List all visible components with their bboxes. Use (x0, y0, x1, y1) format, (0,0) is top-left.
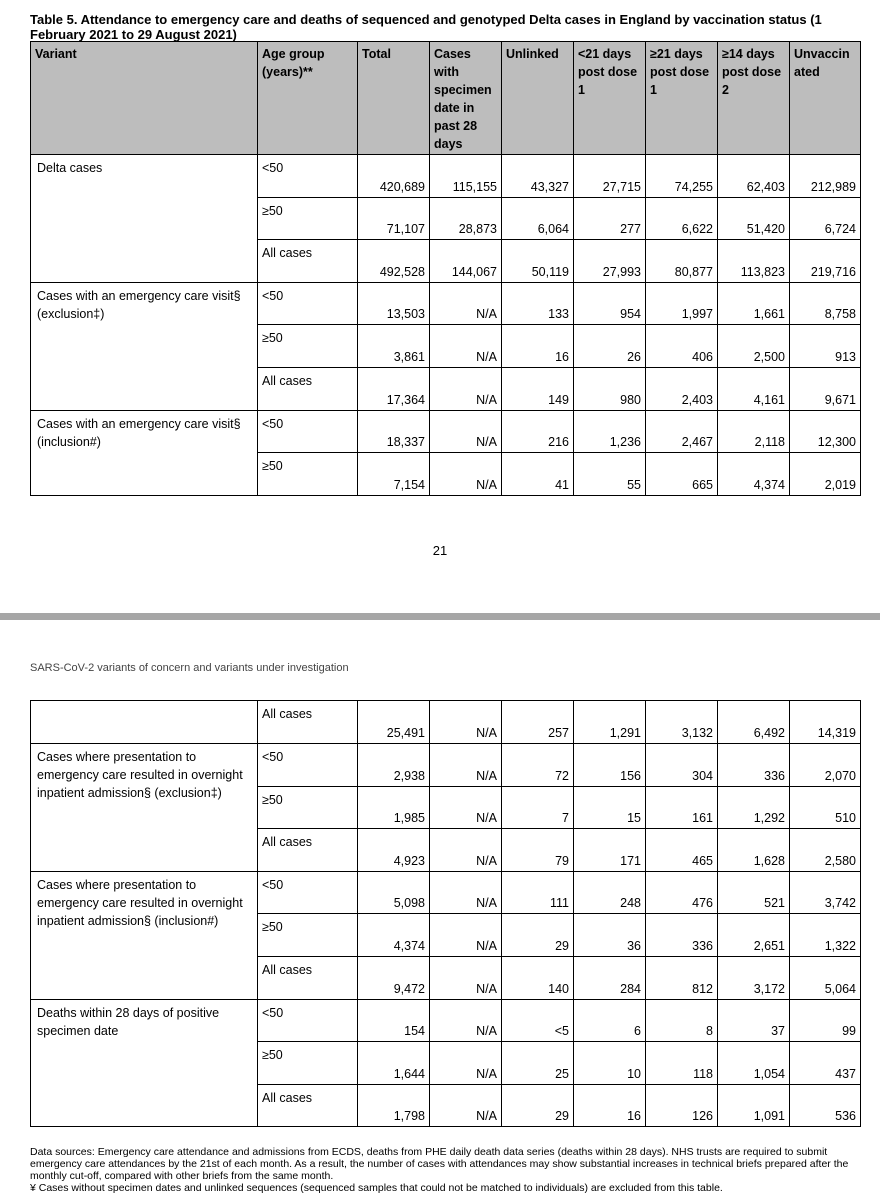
value-cell: 1,091 (718, 1084, 790, 1127)
value-cell: 420,689 (358, 155, 430, 198)
page-divider (0, 613, 880, 620)
value-cell: 25,491 (358, 701, 430, 744)
value-cell: 2,118 (718, 410, 790, 453)
value-cell: 1,291 (574, 701, 646, 744)
value-cell: 99 (790, 999, 861, 1042)
value-cell: N/A (430, 744, 502, 787)
age-group-cell: All cases (258, 956, 358, 999)
value-cell: 161 (646, 786, 718, 829)
value-cell: 6,064 (502, 197, 574, 240)
row-label-continued (31, 701, 258, 744)
age-group-cell: <50 (258, 744, 358, 787)
age-group-cell: <50 (258, 871, 358, 914)
age-group-cell: ≥50 (258, 325, 358, 368)
value-cell: 36 (574, 914, 646, 957)
value-cell: 980 (574, 367, 646, 410)
value-cell: 6,622 (646, 197, 718, 240)
value-cell: N/A (430, 282, 502, 325)
value-cell: 55 (574, 453, 646, 496)
value-cell: 126 (646, 1084, 718, 1127)
running-header: SARS-CoV-2 variants of concern and variants under investigation (30, 662, 349, 674)
value-cell: N/A (430, 1084, 502, 1127)
value-cell: 4,374 (358, 914, 430, 957)
table-body-continued (31, 701, 861, 1127)
table-row (31, 871, 861, 914)
value-cell: 913 (790, 325, 861, 368)
value-cell: 5,064 (790, 956, 861, 999)
age-group-cell: ≥50 (258, 786, 358, 829)
value-cell: 41 (502, 453, 574, 496)
value-cell: N/A (430, 786, 502, 829)
value-cell: N/A (430, 829, 502, 872)
row-group-label: Cases where presentation to emergency care resulted in overnight inpatient admission§ (exclusion‡) (31, 744, 258, 872)
value-cell: 1,236 (574, 410, 646, 453)
value-cell: N/A (430, 871, 502, 914)
value-cell: 465 (646, 829, 718, 872)
value-cell: 2,019 (790, 453, 861, 496)
age-group-cell: ≥50 (258, 914, 358, 957)
value-cell: 3,742 (790, 871, 861, 914)
value-cell: 12,300 (790, 410, 861, 453)
header-ge21-dose1: ≥21 days post dose 1 (646, 42, 718, 155)
value-cell: 16 (502, 325, 574, 368)
value-cell: 26 (574, 325, 646, 368)
value-cell: 15 (574, 786, 646, 829)
value-cell: 37 (718, 999, 790, 1042)
vaccination-status-table (30, 41, 861, 496)
value-cell: 29 (502, 914, 574, 957)
header-row (31, 42, 861, 155)
value-cell: 27,993 (574, 240, 646, 283)
value-cell: 406 (646, 325, 718, 368)
value-cell: 79 (502, 829, 574, 872)
header-variant: Variant (31, 42, 258, 155)
value-cell: 812 (646, 956, 718, 999)
value-cell: 2,938 (358, 744, 430, 787)
age-group-cell: ≥50 (258, 453, 358, 496)
value-cell: 28,873 (430, 197, 502, 240)
table-row (31, 282, 861, 325)
value-cell: 3,861 (358, 325, 430, 368)
table-row (31, 744, 861, 787)
value-cell: 8 (646, 999, 718, 1042)
value-cell: 18,337 (358, 410, 430, 453)
value-cell: 7,154 (358, 453, 430, 496)
table-row (31, 999, 861, 1042)
age-group-cell: <50 (258, 282, 358, 325)
age-group-cell: All cases (258, 701, 358, 744)
value-cell: 133 (502, 282, 574, 325)
value-cell: 9,472 (358, 956, 430, 999)
value-cell: N/A (430, 453, 502, 496)
value-cell: 144,067 (430, 240, 502, 283)
value-cell: 1,292 (718, 786, 790, 829)
age-group-cell: <50 (258, 999, 358, 1042)
value-cell: 336 (718, 744, 790, 787)
value-cell: 2,651 (718, 914, 790, 957)
age-group-cell: <50 (258, 410, 358, 453)
age-group-cell: ≥50 (258, 1042, 358, 1085)
value-cell: 4,161 (718, 367, 790, 410)
age-group-cell: All cases (258, 240, 358, 283)
age-group-cell: All cases (258, 367, 358, 410)
value-cell: N/A (430, 701, 502, 744)
value-cell: 1,054 (718, 1042, 790, 1085)
value-cell: 111 (502, 871, 574, 914)
value-cell: 257 (502, 701, 574, 744)
value-cell: 521 (718, 871, 790, 914)
value-cell: 1,644 (358, 1042, 430, 1085)
header-lt21-dose1: <21 days post dose 1 (574, 42, 646, 155)
value-cell: 1,661 (718, 282, 790, 325)
value-cell: 16 (574, 1084, 646, 1127)
value-cell: <5 (502, 999, 574, 1042)
value-cell: 304 (646, 744, 718, 787)
notes (30, 1146, 870, 1194)
value-cell: 2,580 (790, 829, 861, 872)
header-unvaccinated: Unvaccin ated (790, 42, 861, 155)
value-cell: 154 (358, 999, 430, 1042)
value-cell: 50,119 (502, 240, 574, 283)
value-cell: 1,798 (358, 1084, 430, 1127)
value-cell: 3,172 (718, 956, 790, 999)
value-cell: N/A (430, 367, 502, 410)
header-recent-cases: Cases with specimen date in past 28 days (430, 42, 502, 155)
value-cell: 51,420 (718, 197, 790, 240)
row-group-label: Cases with an emergency care visit§ (inclusion#) (31, 410, 258, 495)
value-cell: N/A (430, 325, 502, 368)
header-age-group: Age group (years)** (258, 42, 358, 155)
exclusion-note: ¥ Cases without specimen dates and unlinked sequences (sequenced samples that could not be matched to individuals) are excluded from this table. (30, 1182, 723, 1194)
value-cell: 149 (502, 367, 574, 410)
value-cell: 25 (502, 1042, 574, 1085)
value-cell: 8,758 (790, 282, 861, 325)
value-cell: 3,132 (646, 701, 718, 744)
value-cell: 27,715 (574, 155, 646, 198)
value-cell: 492,528 (358, 240, 430, 283)
value-cell: 2,403 (646, 367, 718, 410)
row-group-label: Deaths within 28 days of positive specimen date (31, 999, 258, 1127)
value-cell: 6,724 (790, 197, 861, 240)
value-cell: 248 (574, 871, 646, 914)
row-group-label: Cases with an emergency care visit§ (exclusion‡) (31, 282, 258, 410)
table-row (31, 410, 861, 453)
table-row (31, 701, 861, 744)
value-cell: N/A (430, 956, 502, 999)
value-cell: 216 (502, 410, 574, 453)
age-group-cell: All cases (258, 829, 358, 872)
page-number: 21 (432, 543, 448, 558)
value-cell: 71,107 (358, 197, 430, 240)
value-cell: 1,985 (358, 786, 430, 829)
value-cell: 4,923 (358, 829, 430, 872)
data-sources-note: Data sources: Emergency care attendance and admissions from ECDS, deaths from PHE daily death data series (deaths within 28 days). NHS trusts are required to submit emergency care attendances by the 21st of each month. As a result, the number of cases with attendances may show substantial increases in technical briefs prepared after the monthly cut-off, compared with other briefs from the same month. (30, 1146, 849, 1182)
header-unlinked: Unlinked (502, 42, 574, 155)
value-cell: 80,877 (646, 240, 718, 283)
value-cell: 17,364 (358, 367, 430, 410)
value-cell: 219,716 (790, 240, 861, 283)
value-cell: 62,403 (718, 155, 790, 198)
value-cell: 5,098 (358, 871, 430, 914)
value-cell: 665 (646, 453, 718, 496)
value-cell: 113,823 (718, 240, 790, 283)
table-body (31, 155, 861, 496)
value-cell: 437 (790, 1042, 861, 1085)
value-cell: 277 (574, 197, 646, 240)
value-cell: 954 (574, 282, 646, 325)
value-cell: 2,070 (790, 744, 861, 787)
header-ge14-dose2: ≥14 days post dose 2 (718, 42, 790, 155)
value-cell: 212,989 (790, 155, 861, 198)
value-cell: 1,628 (718, 829, 790, 872)
value-cell: N/A (430, 1042, 502, 1085)
table-title: Table 5. Attendance to emergency care and deaths of sequenced and genotyped Delta cases in England by vaccination status (1 February 2021 to 29 August 2021) (30, 12, 822, 42)
table-row (31, 155, 861, 198)
value-cell: 7 (502, 786, 574, 829)
age-group-cell: <50 (258, 155, 358, 198)
value-cell: 140 (502, 956, 574, 999)
value-cell: 2,500 (718, 325, 790, 368)
value-cell: 1,322 (790, 914, 861, 957)
value-cell: 6,492 (718, 701, 790, 744)
value-cell: 336 (646, 914, 718, 957)
value-cell: 115,155 (430, 155, 502, 198)
value-cell: 72 (502, 744, 574, 787)
value-cell: 6 (574, 999, 646, 1042)
value-cell: 10 (574, 1042, 646, 1085)
value-cell: 4,374 (718, 453, 790, 496)
value-cell: 13,503 (358, 282, 430, 325)
value-cell: 74,255 (646, 155, 718, 198)
value-cell: 171 (574, 829, 646, 872)
vaccination-status-table-continued (30, 700, 861, 1127)
value-cell: N/A (430, 999, 502, 1042)
value-cell: 284 (574, 956, 646, 999)
value-cell: 1,997 (646, 282, 718, 325)
value-cell: 510 (790, 786, 861, 829)
age-group-cell: ≥50 (258, 197, 358, 240)
row-group-label: Delta cases (31, 155, 258, 283)
value-cell: 9,671 (790, 367, 861, 410)
header-total: Total (358, 42, 430, 155)
value-cell: 118 (646, 1042, 718, 1085)
value-cell: 536 (790, 1084, 861, 1127)
value-cell: 476 (646, 871, 718, 914)
value-cell: 14,319 (790, 701, 861, 744)
value-cell: N/A (430, 410, 502, 453)
value-cell: 43,327 (502, 155, 574, 198)
row-group-label: Cases where presentation to emergency care resulted in overnight inpatient admission§ (inclusion#) (31, 871, 258, 999)
value-cell: 29 (502, 1084, 574, 1127)
value-cell: 2,467 (646, 410, 718, 453)
value-cell: N/A (430, 914, 502, 957)
age-group-cell: All cases (258, 1084, 358, 1127)
value-cell: 156 (574, 744, 646, 787)
